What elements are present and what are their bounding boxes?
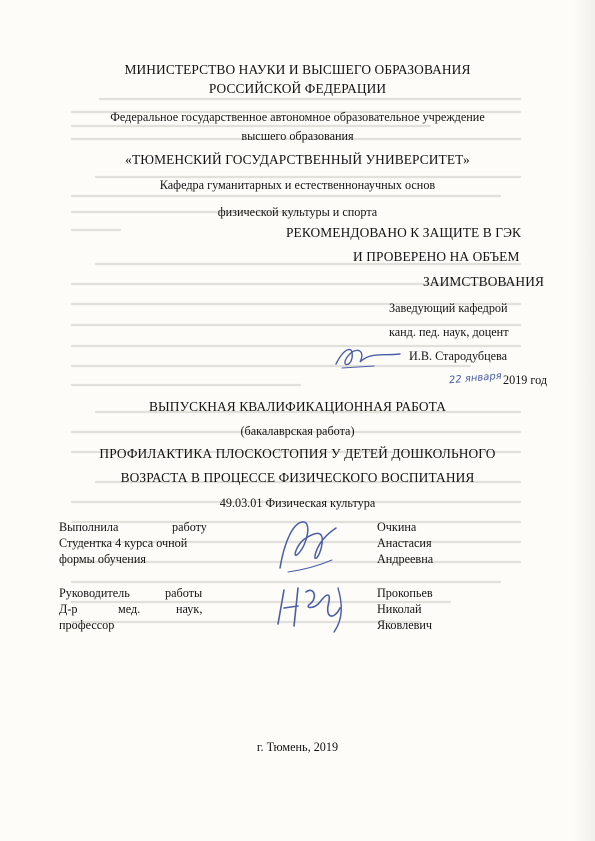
ministry-line-1: МИНИСТЕРСТВО НАУКИ И ВЫСШЕГО ОБРАЗОВАНИЯ <box>124 62 471 77</box>
approval-line-1: РЕКОМЕНДОВАНО К ЗАЩИТЕ В ГЭК <box>286 225 522 240</box>
approval-line-3: ЗАИМСТВОВАНИЯ <box>423 274 544 289</box>
supervisor-degree-3: наук, <box>176 602 203 616</box>
author-label: Выполнила <box>59 520 119 534</box>
supervisor-label: Руководитель <box>59 586 130 600</box>
university-name: «ТЮМЕНСКИЙ ГОСУДАРСТВЕННЫЙ УНИВЕРСИТЕТ» <box>125 152 470 167</box>
city-year: г. Тюмень, 2019 <box>256 740 339 754</box>
ministry-line-2: РОССИЙСКОЙ ФЕДЕРАЦИИ <box>208 81 387 96</box>
supervisor-title: профессор <box>59 618 115 632</box>
author-course: Студентка 4 курса очной <box>59 536 188 550</box>
department-line-2: физической культуры и спорта <box>217 205 378 219</box>
author-first-name: Анастасия <box>377 536 432 550</box>
supervisor-signature <box>268 578 360 636</box>
department-line-1: Кафедра гуманитарных и естественнонаучных основ <box>159 178 436 192</box>
supervisor-label-2: работы <box>165 586 203 600</box>
work-subtype: (бакалаврская работа) <box>240 424 355 438</box>
author-study-form: формы обучения <box>59 552 146 566</box>
author-patronymic: Андреевна <box>377 552 434 566</box>
author-surname: Очкина <box>377 520 417 534</box>
supervisor-degree-1: Д-р <box>59 602 78 616</box>
approval-year: 2019 год <box>503 373 548 387</box>
supervisor-degree-2: мед. <box>118 602 141 616</box>
head-degree: канд. пед. наук, доцент <box>389 325 509 339</box>
author-signature <box>272 514 344 578</box>
head-signature <box>330 338 410 374</box>
approval-date-handwritten: 22 января <box>448 370 503 387</box>
institution-line-1: Федеральное государственное автономное образовательное учреждение <box>110 110 485 124</box>
supervisor-surname: Прокопьев <box>377 586 433 600</box>
specialty: 49.03.01 Физическая культура <box>219 496 376 510</box>
work-title-line-2: ВОЗРАСТА В ПРОЦЕССЕ ФИЗИЧЕСКОГО ВОСПИТАНИЯ <box>120 470 475 485</box>
work-type: ВЫПУСКНАЯ КВАЛИФИКАЦИОННАЯ РАБОТА <box>149 399 446 414</box>
supervisor-patronymic: Яковлевич <box>377 618 433 632</box>
head-of-department-title: Заведующий кафедрой <box>389 301 508 315</box>
author-label-2: работу <box>172 520 207 534</box>
page-edge-shadow <box>573 0 595 841</box>
work-title-line-1: ПРОФИЛАКТИКА ПЛОСКОСТОПИЯ У ДЕТЕЙ ДОШКОЛЬНОГО <box>99 446 496 461</box>
head-name: И.В. Стародубцева <box>409 349 508 363</box>
institution-line-2: высшего образования <box>241 129 354 143</box>
supervisor-first-name: Николай <box>377 602 422 616</box>
approval-line-2: И ПРОВЕРЕНО НА ОБЪЕМ <box>353 249 520 264</box>
